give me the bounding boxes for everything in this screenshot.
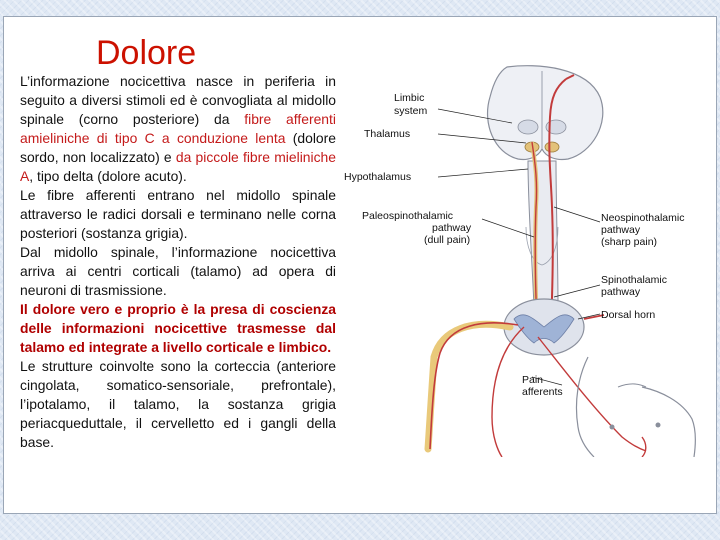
label-pain-afferents-line1: Pain xyxy=(522,374,544,386)
body-paragraph xyxy=(20,243,336,300)
text-segment: L’informazione nocicettiva nasce in periferia in seguito a diversi stimoli ed è convogliata al midollo spinale (corno posteriore) da xyxy=(20,73,336,127)
text-segment: Le fibre afferenti entrano nel midollo spinale attraverso le radici dorsali e terminano nelle corna posteriori (sostanza grigia). xyxy=(20,187,336,241)
label-paleospinothalamic-line1: Paleospinothalamic xyxy=(362,210,454,222)
text-segment: , tipo delta (dolore acuto). xyxy=(29,168,187,184)
text-segment: da piccole fibre mieliniche A xyxy=(20,149,336,184)
label-neospinothalamic-line1: Neospinothalamic xyxy=(601,212,685,224)
label-hypothalamus: Hypothalamus xyxy=(344,171,412,183)
body-paragraph xyxy=(20,300,336,357)
body-paragraph xyxy=(20,357,336,452)
body-text xyxy=(20,72,336,452)
label-dorsal-horn: Dorsal horn xyxy=(601,309,656,321)
label-paleospinothalamic-line2: pathway xyxy=(432,222,472,234)
label-limbic-system-line2: system xyxy=(394,105,428,117)
label-spinothalamic-line2: pathway xyxy=(601,286,641,298)
label-paleospinothalamic-line3: (dull pain) xyxy=(424,234,471,246)
pain-pathway-diagram xyxy=(342,57,704,457)
text-segment: fibre afferenti amieliniche di tipo C a conduzione lenta xyxy=(20,111,336,146)
label-thalamus: Thalamus xyxy=(364,128,411,140)
text-segment: Le strutture coinvolte sono la corteccia (anteriore cingolata, somatico-sensoriale, prefrontale), l’ipotalamo, il talamo, la sostanza grigia periacqueduttale, il cervelletto ed i gangli della base. xyxy=(20,358,336,450)
brain-section xyxy=(488,66,603,160)
slide-title: Dolore xyxy=(96,34,197,72)
text-segment: Il dolore vero e proprio è la presa di coscienza delle informazioni nocicettive trasmesse dal talamo ed integrate a livello corticale e limbico. xyxy=(20,301,336,355)
label-pain-afferents-line2: afferents xyxy=(522,386,563,398)
label-spinothalamic-line1: Spinothalamic xyxy=(601,274,667,286)
label-neospinothalamic-line2: pathway xyxy=(601,224,641,236)
label-neospinothalamic-line3: (sharp pain) xyxy=(601,236,658,248)
label-limbic-system-line1: Limbic xyxy=(394,92,425,104)
text-segment: Dal midollo spinale, l’informazione nocicettiva arriva ai centri corticali (talamo) ad opera di neuroni di trasmissione. xyxy=(20,244,336,298)
pain-pathway-figure xyxy=(342,57,704,457)
body-paragraph xyxy=(20,72,336,186)
spinal-cord-section xyxy=(504,299,604,355)
body-paragraph xyxy=(20,186,336,243)
slide xyxy=(3,16,717,514)
text-segment: (dolore sordo, non localizzato) e xyxy=(20,130,336,165)
